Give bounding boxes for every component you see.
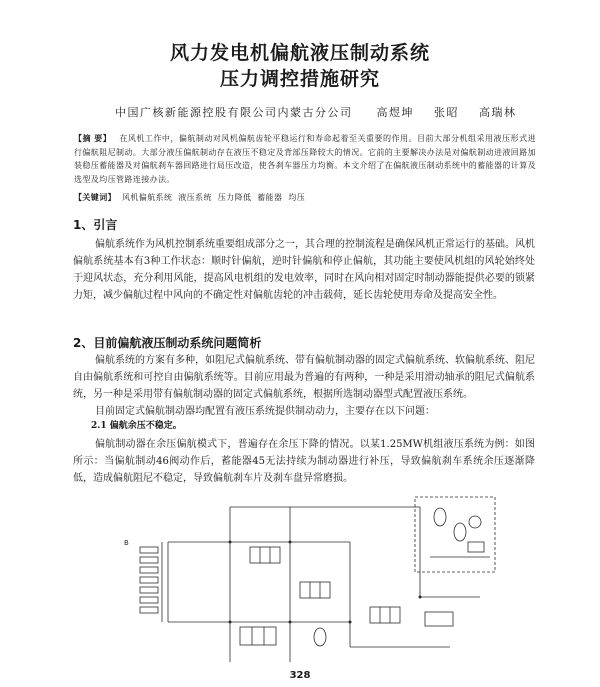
keywords-label: 【关键词】 bbox=[74, 192, 116, 202]
valve-block bbox=[370, 607, 400, 623]
valve-block bbox=[300, 582, 330, 598]
section1-paragraph: 偏航系统作为风机控制系统重要组成部分之一，其合理的控制流程是确保风机正常运行的基础。风机偏航系统基本有3种工作状态：顺时针偏航，逆时针偏航和停止偏航，其功能主要使风机组的风轮始终处于迎风状态，充分利用风能，提高风电机组的发电效率，同时在风向相对固定时制动器能提供必要的锁紧力矩，减少偏航过程中风向的不确定性对偏航齿轮的冲击载荷，延长齿轮使用寿命及提高安全性。 bbox=[73, 239, 535, 301]
section2-paragraph-1: 偏航系统的方案有多种，如阻尼式偏航系统、带有偏航制动器的固定式偏航系统、软偏航系统、阻尼自由偏航系统和可控自由偏航系统等。目前应用最为普遍的有两种，一种是采用滑动轴承的阻尼式偏航系统，另一种是采用带有偏航制动器的固定式偏航系统，根据所选制动器型式配置液压系统。 bbox=[73, 355, 535, 400]
keywords-text: 风机偏航系统 液压系统 压力降低 蓄能器 均压 bbox=[122, 193, 306, 202]
pump-unit-frame bbox=[415, 497, 495, 572]
paper-title-line1: 风力发电机偏航液压制动系统 bbox=[169, 42, 430, 64]
brake-actuator bbox=[140, 587, 158, 593]
valve-block bbox=[240, 627, 276, 645]
author-line bbox=[115, 104, 516, 120]
accumulators bbox=[314, 508, 466, 646]
page-number: 328 bbox=[289, 670, 311, 681]
brake-actuator bbox=[140, 567, 158, 573]
abstract bbox=[74, 132, 536, 186]
brake-actuator bbox=[140, 577, 158, 583]
author-names: 高煜坤 张昭 高瑞林 bbox=[376, 106, 517, 119]
hydraulic-lines bbox=[168, 507, 480, 662]
valve-block bbox=[250, 547, 280, 563]
subsection-2-1-paragraph: 偏航制动器在余压偏航模式下，普遍存在余压下降的情况。以某1.25MW机组液压系统为例：如图所示：当偏航制动46阀动作后，蓄能器45无法持续为制动器进行补压，导致偏航刹车系统余压逐渐降低，造成偏航阻尼不稳定，导致偏航刹车片及刹车盘异常磨损。 bbox=[73, 439, 535, 484]
keywords bbox=[74, 192, 305, 203]
subsection-2-1-body bbox=[73, 436, 535, 487]
brake-actuator bbox=[140, 547, 158, 553]
section2-paragraph-2: 目前固定式偏航制动器均配置有液压系统提供制动动力，主要存在以下问题： bbox=[95, 406, 435, 417]
paper-title-line2: 压力调控措施研究 bbox=[219, 68, 380, 90]
hydraulic-schematic-figure bbox=[120, 487, 510, 662]
accumulator bbox=[314, 628, 326, 646]
right-components bbox=[430, 516, 490, 557]
accumulator bbox=[434, 508, 446, 526]
subsection-2-1-heading: 2.1 偏航余压不稳定。 bbox=[91, 421, 182, 431]
abstract-label: 【摘 要】 bbox=[74, 133, 112, 143]
section1-heading: 1、引言 bbox=[73, 218, 118, 232]
affiliation: 中国广核新能源控股有限公司内蒙古分公司 bbox=[115, 106, 353, 119]
accumulator bbox=[454, 523, 466, 541]
valve-block bbox=[425, 612, 453, 626]
brake-actuator-group bbox=[140, 542, 168, 622]
pump bbox=[469, 516, 481, 528]
section1-body bbox=[73, 236, 535, 304]
abstract-text: 在风机工作中，偏航制动对风机偏航齿轮平稳运行和寿命起着至关重要的作用。目前大部分机组采用液压形式进行偏航阻尼制动。大部分液压偏航制动存在液压不稳定及背部压降较大的情况。它前的主要解决办法是对偏航制动进液回路加装稳压蓄能器及对偏航刹车器回路进行局压改造，使各刹车器压力均衡。本文介绍了在偏航液压制动系统中的蓄能器的计算及选型及均压管路连接办法。 bbox=[74, 134, 536, 184]
brake-actuator bbox=[140, 607, 158, 613]
figure-label-b: B bbox=[124, 539, 129, 547]
section2-heading: 2、目前偏航液压制动系统问题简析 bbox=[73, 336, 262, 350]
brake-actuator bbox=[140, 597, 158, 603]
brake-actuator bbox=[140, 557, 158, 563]
section2-body bbox=[73, 352, 535, 420]
